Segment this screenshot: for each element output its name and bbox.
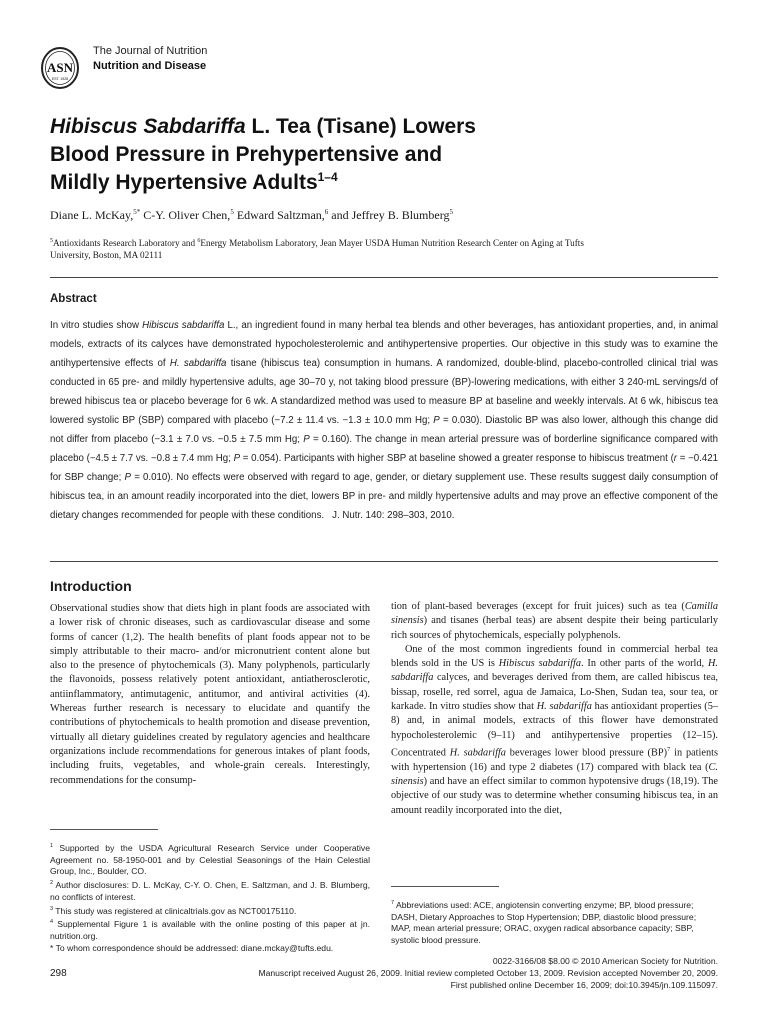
title-line1-rest: L. Tea (Tisane) Lowers bbox=[245, 115, 476, 138]
doi-line: First published online December 16, 2009; doi:10.3945/jn.109.115097. bbox=[450, 980, 718, 990]
section-name: Nutrition and Disease bbox=[93, 60, 207, 72]
author-4: and Jeffrey B. Blumberg bbox=[328, 208, 450, 222]
intro-heading: Introduction bbox=[50, 578, 132, 594]
author-3: Edward Saltzman, bbox=[233, 208, 325, 222]
author-4-sup: 5 bbox=[449, 208, 453, 216]
author-1-sup: 5* bbox=[133, 208, 141, 216]
author-list bbox=[50, 205, 670, 222]
copyright-line: 0022-3166/08 $8.00 © 2010 American Society for Nutrition. bbox=[492, 956, 718, 966]
abstract-heading: Abstract bbox=[50, 293, 97, 305]
affil-part-1: Antioxidants Research Laboratory and bbox=[53, 238, 198, 249]
footnote-2: $^2$ Author disclosures: D. L. McKay, C-Y. O. Chen, E. Saltzman, and J. B. Blumberg, no conflicts of interest. bbox=[50, 880, 370, 902]
intro-paragraph-1-cont: tion of plant-based beverages (except for fruit juices) such as tea (Camilla sinensis) and tisanes (herbal teas) are absent despite their being particularly rich sources of phytochemicals, especially polyphenols. bbox=[391, 601, 718, 641]
article-title bbox=[50, 113, 610, 197]
affil-sup-1: 5 bbox=[50, 238, 53, 244]
author-2-sup: 5 bbox=[230, 208, 234, 216]
title-italic: Hibiscus Sabdariffa bbox=[50, 115, 246, 138]
intro-paragraph-2: One of the most common ingredients found in commercial herbal tea blends sold in the US is Hibiscus sabdariffa. In other parts of the world, H. sabdariffa calyces, and beverages derived from them, are called hibiscus tea, bissap, roselle, red sorrel, agua de Jamaica, Lo-Shen, Sudan tea, sour tea, or karkade. In vitro studies show that H. sabdariffa has antioxidant properties (5–8) and, in animal models, extracts of this flower have demonstrated hypocholesterolemic (9–11) and antihypertensive properties (12–15). Concentrated H. sabdariffa beverages lower blood pressure (BP)$^7$ in patients with hypertension (16) and type 2 diabetes (17) compared with black tea (C. sinensis) and have an effect similar to common hypotensive drugs (18,19). The objective of our study was to determine whether consuming hibiscus tea, in an amount readily incorporated into the diet, bbox=[391, 643, 718, 816]
author-3-sup: 6 bbox=[324, 208, 329, 216]
publication-info bbox=[250, 955, 718, 991]
title-line3: Mildly Hypertensive Adults bbox=[50, 171, 318, 194]
footnote-rule-right bbox=[391, 886, 499, 887]
journal-name: The Journal of Nutrition bbox=[93, 45, 208, 57]
citation: J. Nutr. 140: 298–303, 2010. bbox=[324, 510, 455, 521]
intro-left-column bbox=[50, 602, 370, 788]
title-sup: 1–4 bbox=[317, 170, 338, 184]
footnotes-right bbox=[391, 898, 718, 947]
logo-text: ASN bbox=[46, 60, 74, 75]
abstract-text: In vitro studies show Hibiscus sabdariffa L., an ingredient found in many herbal tea blends and other beverages, has antioxidant properties, and, in animal models, extracts of its calyces have demonstrated hypocholesterolemic and antihypertensive properties. Our objective in this study was to examine the antihypertensive effects of H. sabdariffa tisane (hibiscus tea) consumption in humans. A randomized, double-blind, placebo-controlled clinical trial was conducted in 65 pre- and mildly hypertensive adults, age 30–70 y, not taking blood pressure (BP)-lowering medications, with either 3 240-mL servings/d of brewed hibiscus tea or placebo beverage for 6 wk. A standardized method was used to measure BP at baseline and weekly intervals. At 6 wk, hibiscus tea lowered systolic BP (SBP) compared with placebo (−7.2 ± 11.4 vs. −1.3 ± 10.0 mm Hg; P = 0.030). Diastolic BP was also lower, although this change did not differ from placebo (−3.1 ± 7.0 vs. −0.5 ± 7.5 mm Hg; P = 0.160). The change in mean arterial pressure was of borderline significance compared with placebo (−4.5 ± 7.7 vs. −0.8 ± 7.4 mm Hg; P = 0.054). Participants with higher SBP at baseline showed a greater response to hibiscus treatment (r = −0.421 for SBP change; P = 0.010). No effects were observed with regard to age, gender, or dietary supplement use. These results suggest daily consumption of hibiscus tea, in an amount readily incorporated into the diet, lowers BP in pre- and mildly hypertensive adults and may prove an effective component of the dietary changes recommended for people with these conditions. J. Nutr. 140: 298–303, 2010. bbox=[50, 320, 719, 521]
affiliation bbox=[50, 235, 620, 261]
affil-sup-2: 6 bbox=[197, 238, 201, 244]
title-line2: Blood Pressure in Prehypertensive and bbox=[50, 143, 443, 166]
logo-est: EST. 1928 bbox=[51, 77, 69, 81]
footnotes-left bbox=[50, 841, 370, 955]
footnote-3: $^3$ This study was registered at clinicaltrials.gov as NCT00175110. bbox=[50, 905, 297, 916]
intro-right-column bbox=[391, 600, 718, 818]
author-2: C-Y. Oliver Chen, bbox=[140, 208, 231, 222]
footnote-rule-left bbox=[50, 829, 158, 830]
footnote-1: $^1$ Supported by the USDA Agricultural Research Service under Cooperative Agreement no. 58-1950-001 and by Celestial Seasonings of the Hain Celestial Group, Inc., Boulder, CO. bbox=[50, 842, 370, 877]
footnote-4: $^4$ Supplemental Figure 1 is available with the online posting of this paper at jn. nutrition.org. bbox=[50, 919, 370, 942]
intro-paragraph-1: Observational studies show that diets high in plant foods are associated with a lower risk of chronic diseases, such as cardiovascular disease and some forms of cancer (1,2). The health benefits of plant foods appear not to be simply attributable to their macro- and/or micronutrient content alone but also to the presence of phytochemicals (3). Many polyphenols, particularly the flavonoids, possess relatively potent antioxidant, antiatherosclerotic, antiinflammatory, antimutagenic, antitumor, and antiviral activities (4). Whereas further research is necessary to elucidate and quantify the contributions of phytochemicals to health promotion and disease prevention, virtually all dietary guidelines created by regulatory agencies and healthcare organizations include recommendations for generous intakes of plant foods, including fruits, vegetables, and whole-grain cereals. Interestingly, recommendations for the consump- bbox=[50, 603, 370, 786]
footnote-7: $^7$ Abbreviations used: ACE, angiotensin converting enzyme; BP, blood pressure; DASH, Dietary Approaches to Stop Hypertension; DBP, diastolic blood pressure; MAP, mean arterial pressure; ORAC, oxygen radical absorbance capacity; SBP, systolic blood pressure. bbox=[391, 899, 697, 946]
manuscript-dates: Manuscript received August 26, 2009. Initial review completed October 13, 2009. Revision accepted November 20, 2009. bbox=[258, 968, 718, 978]
page-number: 298 bbox=[50, 968, 67, 979]
footnote-correspondence: * To whom correspondence should be addressed: diane.mckay@tufts.edu. bbox=[50, 942, 334, 953]
author-1: Diane L. McKay, bbox=[50, 208, 134, 222]
abstract-rule bbox=[50, 561, 718, 562]
affil-part-2: Energy Metabolism Laboratory, Jean Mayer USDA Human Nutrition Research Center on Aging at Tufts University, Boston, MA 02111 bbox=[50, 238, 584, 261]
asn-logo bbox=[40, 46, 80, 90]
top-rule bbox=[50, 277, 718, 278]
